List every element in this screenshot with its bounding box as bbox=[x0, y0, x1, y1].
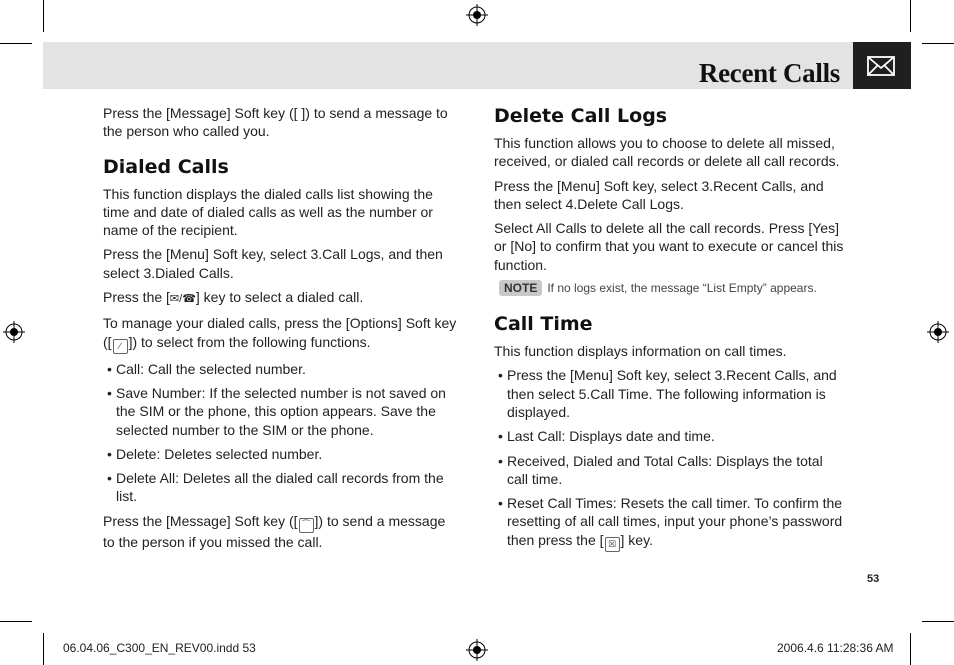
left-column bbox=[103, 104, 459, 557]
envelope-icon bbox=[862, 52, 902, 80]
right-column bbox=[494, 104, 844, 558]
section-heading-call-time: Call Time bbox=[494, 313, 593, 336]
send-key-icon: ✉/☎ bbox=[169, 293, 196, 306]
ok-key-icon: ☒ bbox=[605, 537, 620, 552]
list-item: • Delete: Deletes selected number. bbox=[103, 445, 459, 463]
list-item: • Call: Call the selected number. bbox=[103, 360, 459, 378]
section-heading-dialed-calls: Dialed Calls bbox=[103, 155, 229, 178]
paragraph: Select All Calls to delete all the call records. Press [Yes] or [No] to confirm that you want to execute or cancel this function. bbox=[494, 220, 844, 273]
paragraph: Press the [Menu] Soft key, select 3.Recent Calls, and then select 4.Delete Call Logs. bbox=[494, 177, 824, 212]
footer-file-info: 06.04.06_C300_EN_REV00.indd 53 bbox=[63, 641, 256, 655]
crop-mark bbox=[922, 621, 954, 622]
crop-mark bbox=[43, 0, 44, 32]
list-item: • Received, Dialed and Total Calls: Displays the total call time. bbox=[494, 452, 844, 489]
options-softkey-icon: ⁄ bbox=[113, 339, 128, 354]
note-badge: NOTE bbox=[499, 280, 542, 296]
message-softkey-icon: ⁀ bbox=[299, 518, 314, 533]
note-text: If no logs exist, the message “List Empty” appears. bbox=[547, 281, 817, 296]
crop-mark bbox=[0, 621, 32, 622]
function-list bbox=[103, 360, 459, 506]
page-title: Recent Calls bbox=[698, 58, 840, 88]
list-item: • Save Number: If the selected number is not saved on the SIM or the phone, this option appears. Save the selected number to the SIM or the phone. bbox=[103, 384, 459, 439]
crop-mark bbox=[43, 633, 44, 665]
intro-paragraph: Press the [Message] Soft key ([ ]) to send a message to the person who called you. bbox=[103, 105, 448, 140]
registration-mark-icon bbox=[3, 321, 25, 343]
paragraph: This function displays the dialed calls list showing the time and date of dialed calls as well as the number or name of the recipient. bbox=[103, 185, 433, 239]
list-item: • Delete All: Deletes all the dialed call records from the list. bbox=[103, 469, 459, 506]
crop-mark bbox=[910, 633, 911, 665]
list-item: • Last Call: Displays date and time. bbox=[494, 427, 844, 445]
registration-mark-icon bbox=[927, 321, 949, 343]
paragraph: Press the [✉/☎] key to select a dialed call. bbox=[103, 289, 364, 306]
note bbox=[499, 280, 844, 296]
section-heading-delete-call-logs: Delete Call Logs bbox=[494, 105, 668, 127]
crop-mark bbox=[922, 43, 954, 44]
paragraph: To manage your dialed calls, press the [Options] Soft key ([ ⁄ ]) to select from the following functions. bbox=[103, 314, 459, 353]
paragraph: This function displays information on call times. bbox=[494, 343, 787, 360]
crop-mark bbox=[0, 43, 32, 44]
paragraph: This function allows you to choose to delete all missed, received, or dialed call records or delete all call records. bbox=[494, 135, 840, 170]
paragraph: Press the [Message] Soft key ([ ⁀ ]) to send a message to the person if you missed the call. bbox=[103, 512, 446, 550]
crop-mark bbox=[910, 0, 911, 32]
paragraph: Press the [Menu] Soft key, select 3.Call Logs, and then select 3.Dialed Calls. bbox=[103, 246, 443, 281]
footer-timestamp: 2006.4.6 11:28:36 AM bbox=[777, 641, 894, 655]
registration-mark-icon bbox=[466, 4, 488, 26]
list-item: • Press the [Menu] Soft key, select 3.Recent Calls, and then select 5.Call Time. The following information is displayed. bbox=[494, 366, 844, 421]
header-icon-box bbox=[853, 42, 911, 89]
registration-mark-icon bbox=[466, 639, 488, 661]
page-number: 53 bbox=[867, 573, 880, 585]
call-time-list bbox=[494, 366, 844, 551]
list-item: • Reset Call Times: Resets the call timer. To confirm the resetting of all call times, input your phone’s password then press the [ ☒ ] key. bbox=[494, 494, 844, 552]
